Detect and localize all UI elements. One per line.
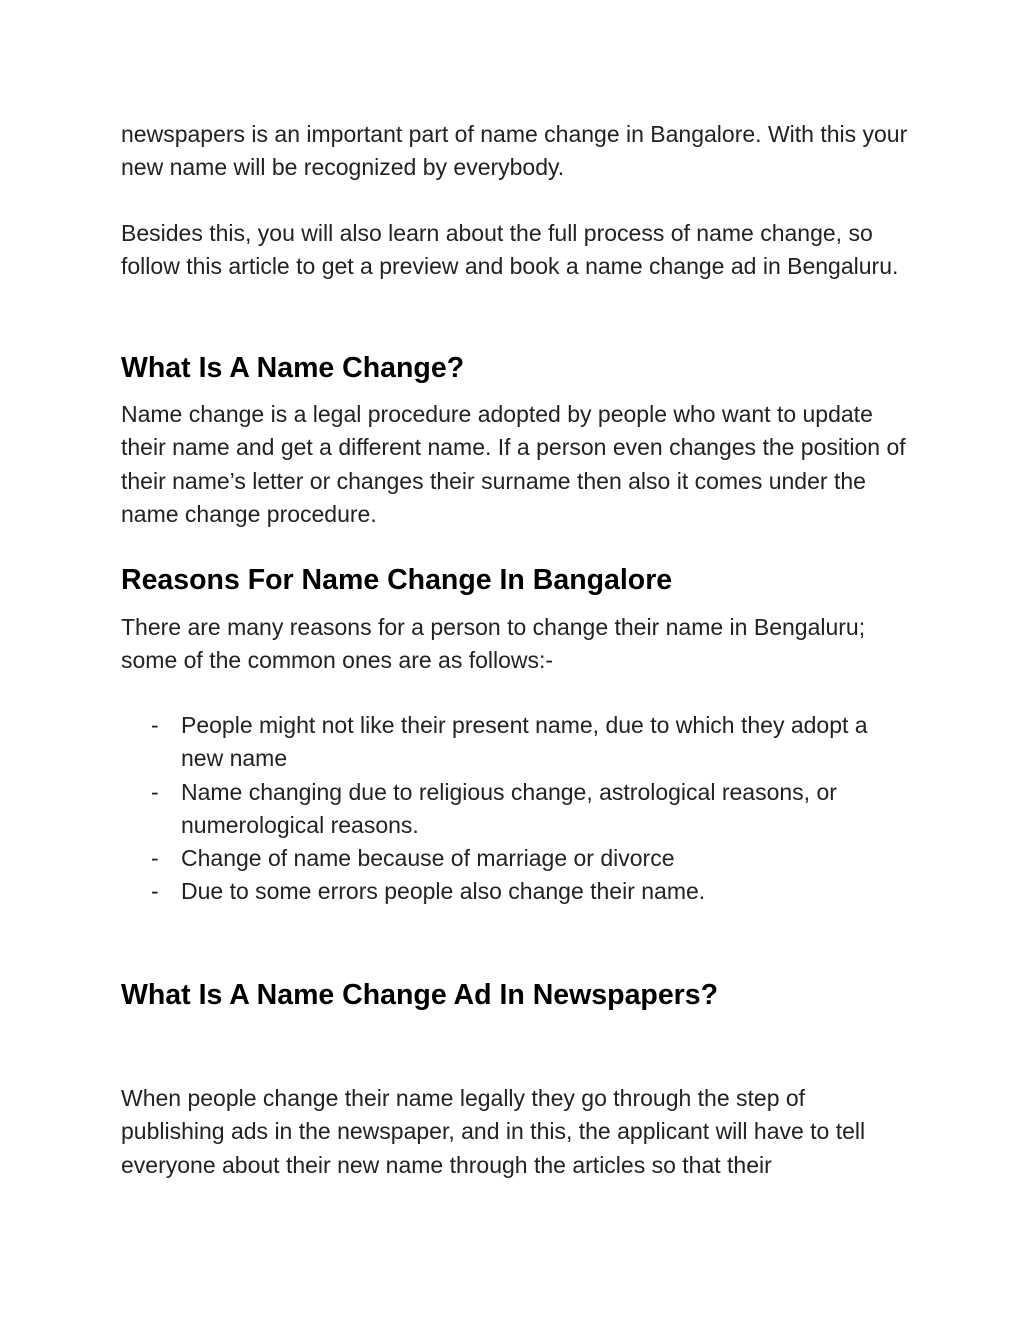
list-item-text: Due to some errors people also change their name. — [181, 878, 706, 905]
intro-paragraph: newspapers is an important part of name change in Bangalore. With this your new name will be recognized by everybody. — [121, 121, 908, 181]
heading-name-change-ad: What Is A Name Change Ad In Newspapers? — [121, 979, 719, 1011]
bullet-marker: - — [151, 845, 159, 872]
bullet-marker: - — [151, 878, 159, 905]
bullet-marker: - — [151, 778, 159, 805]
heading-reasons: Reasons For Name Change In Bangalore — [121, 564, 673, 596]
reasons-intro-paragraph: There are many reasons for a person to change their name in Bengaluru; some of the common ones are as follows:- — [121, 614, 866, 674]
list-item-text: Name changing due to religious change, astrological reasons, or numerological reasons. — [181, 778, 837, 838]
besides-paragraph: Besides this, you will also learn about the full process of name change, so follow this article to get a preview and book a name change ad in Bengaluru. — [121, 220, 899, 280]
heading-what-is-name-change: What Is A Name Change? — [121, 352, 465, 384]
name-change-ad-paragraph: When people change their name legally they go through the step of publishing ads in the newspaper, and in this, the applicant will have to tell everyone about their new name through the articles so that their — [121, 1085, 866, 1178]
list-item-text: People might not like their present name, due to which they adopt a new name — [181, 712, 868, 772]
what-is-name-change-paragraph: Name change is a legal procedure adopted by people who want to update their name and get a different name. If a person even changes the position of their name’s letter or changes their surname then also it comes under the name change procedure. — [121, 401, 906, 527]
reasons-list — [121, 709, 911, 909]
list-item — [121, 842, 911, 875]
bullet-marker: - — [151, 712, 159, 738]
list-item-text: Change of name because of marriage or divorce — [181, 845, 675, 872]
list-item — [121, 875, 911, 908]
list-item — [121, 776, 911, 843]
list-item — [121, 709, 911, 776]
